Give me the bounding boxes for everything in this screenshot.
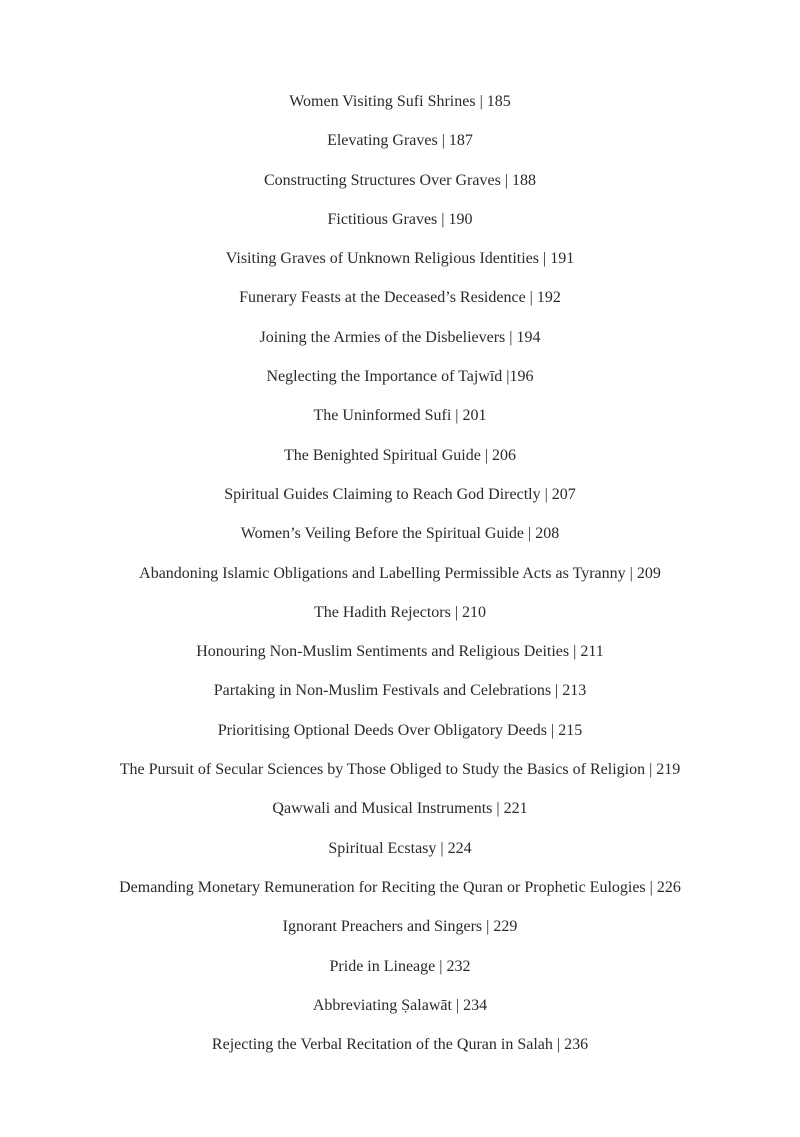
toc-entry: Visiting Graves of Unknown Religious Identities | 191	[225, 250, 575, 268]
table-of-contents	[0, 89, 800, 1071]
toc-entry: Joining the Armies of the Disbelievers | 194	[259, 328, 541, 346]
toc-entry: Spiritual Ecstasy | 224	[328, 839, 472, 857]
toc-entry: Elevating Graves | 187	[327, 132, 473, 150]
toc-entry: Constructing Structures Over Graves | 188	[263, 171, 537, 189]
toc-entry: Women’s Veiling Before the Spiritual Guide | 208	[240, 525, 560, 543]
toc-entry: Neglecting the Importance of Tajwīd |196	[266, 368, 534, 386]
toc-entry: The Uninformed Sufi | 201	[313, 407, 487, 425]
toc-entry: Rejecting the Verbal Recitation of the Quran in Salah | 236	[211, 1036, 589, 1054]
toc-entry: Pride in Lineage | 232	[329, 957, 471, 975]
toc-entry: Spiritual Guides Claiming to Reach God Directly | 207	[224, 485, 576, 503]
toc-entry: Women Visiting Sufi Shrines | 185	[289, 93, 511, 110]
toc-entry: Prioritising Optional Deeds Over Obligatory Deeds | 215	[217, 721, 583, 739]
toc-entry: Demanding Monetary Remuneration for Reciting the Quran or Prophetic Eulogies | 226	[119, 878, 681, 896]
toc-entry: The Benighted Spiritual Guide | 206	[283, 446, 517, 464]
toc-entry: Funerary Feasts at the Deceased’s Residence | 192	[239, 289, 561, 307]
toc-entry: The Pursuit of Secular Sciences by Those Obliged to Study the Basics of Religion | 219	[119, 761, 681, 779]
toc-entry: Abbreviating Ṣalawāt | 234	[312, 996, 488, 1014]
toc-entry: Abandoning Islamic Obligations and Labelling Permissible Acts as Tyranny | 209	[139, 564, 661, 582]
toc-entry: Ignorant Preachers and Singers | 229	[282, 918, 518, 936]
toc-entry: Fictitious Graves | 190	[327, 210, 473, 228]
toc-entry: Partaking in Non-Muslim Festivals and Celebrations | 213	[213, 682, 587, 700]
toc-entry: The Hadith Rejectors | 210	[313, 603, 487, 621]
toc-entry: Qawwali and Musical Instruments | 221	[272, 800, 528, 818]
toc-entry: Honouring Non-Muslim Sentiments and Religious Deities | 211	[196, 643, 604, 661]
